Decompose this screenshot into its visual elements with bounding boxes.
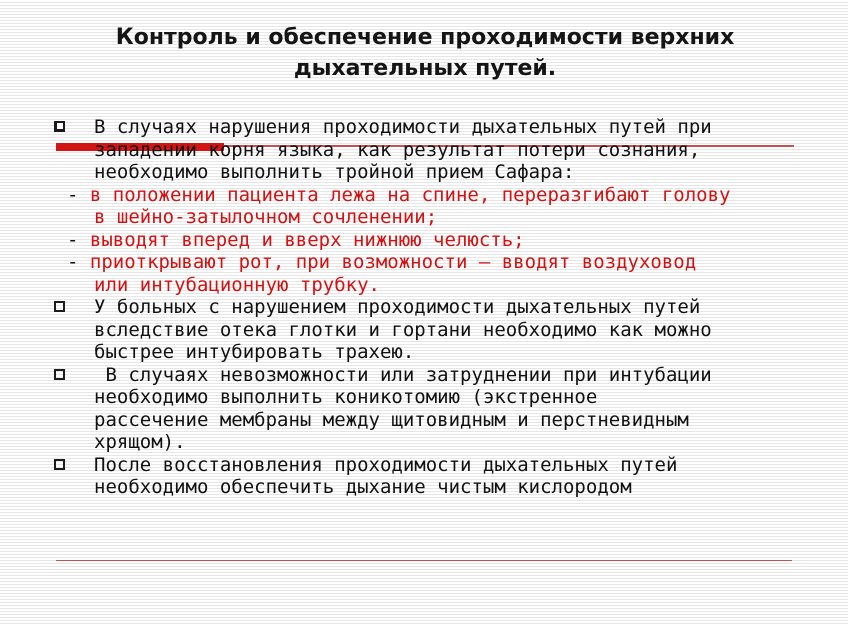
bullet-3-line-3 (0, 409, 848, 432)
sub-item-3-text-2: или интубационную трубку. (94, 273, 380, 296)
sub-item-1-line-1 (0, 184, 848, 207)
title-line-2: дыхательных путей. (293, 56, 557, 81)
bullet-4-line-2 (0, 476, 848, 499)
sub-item-1-text-1: в положении пациента лежа на спине, переразгибают голову (89, 183, 731, 206)
bullet-3-text-1: В случаях невозможности или затруднении при интубации (94, 363, 712, 386)
bullet-4-text-1: После восстановления проходимости дыхательных путей (94, 453, 678, 476)
bullet-1-line-3 (0, 161, 848, 184)
bullet-1-text-3: необходимо выполнить тройной прием Сафара: (94, 161, 575, 183)
bullet-2-line-1 (0, 296, 848, 319)
sub-item-2-dash: - (67, 228, 90, 251)
bullet-1-line-1 (0, 116, 848, 139)
bullet-3-line-1 (0, 364, 848, 387)
sub-item-1-text-2: в шейно-затылочном сочленении; (94, 206, 438, 228)
bullet-3-text-4: хрящом). (94, 431, 186, 453)
bullet-2-line-2 (0, 319, 848, 342)
bottom-divider-line (56, 560, 792, 561)
sub-item-2-line-1 (0, 229, 848, 252)
bullet-4-text-2: необходимо обеспечить дыхание чистым кислородом (94, 476, 632, 498)
sub-item-1-dash: - (67, 183, 90, 206)
bullet-2-line-3 (0, 341, 848, 364)
sub-item-1-line-2 (0, 206, 848, 229)
slide-content (0, 116, 848, 499)
title-line-1: Контроль и обеспечение проходимости верхних (115, 25, 735, 50)
sub-item-3-text-1: приоткрывают рот, при возможности – вводят воздуховод (89, 251, 697, 273)
bullet-3-line-4 (0, 431, 848, 454)
bullet-1-line-2 (0, 139, 848, 162)
bullet-1-text-1: В случаях нарушения проходимости дыхательных путей при (94, 116, 712, 138)
slide-title (60, 22, 790, 84)
square-bullet-icon (54, 121, 65, 132)
sub-item-2-text-1: выводят вперед и вверх нижнюю челюсть; (89, 228, 525, 251)
square-bullet-icon (54, 369, 65, 380)
bullet-3-text-3: рассечение мембраны между щитовидным и перстневидным (94, 408, 689, 431)
square-bullet-icon (54, 301, 65, 312)
sub-item-3-line-1 (0, 251, 848, 274)
bullet-1-text-2: западении корня языка, как результат потери сознания, (94, 138, 701, 161)
sub-item-3-dash: - (67, 251, 90, 273)
bullet-3-line-2 (0, 386, 848, 409)
square-bullet-icon (54, 459, 65, 470)
bullet-2-text-3: быстрее интубировать трахею. (94, 341, 415, 363)
sub-item-3-line-2 (0, 274, 848, 297)
bullet-3-text-2: необходимо выполнить коникотомию (экстренное (94, 386, 598, 408)
bullet-2-text-2: вследствие отека глотки и гортани необходимо как можно (94, 318, 712, 341)
bullet-4-line-1 (0, 454, 848, 477)
bullet-2-text-1: У больных с нарушением проходимости дыхательных путей (94, 296, 701, 318)
